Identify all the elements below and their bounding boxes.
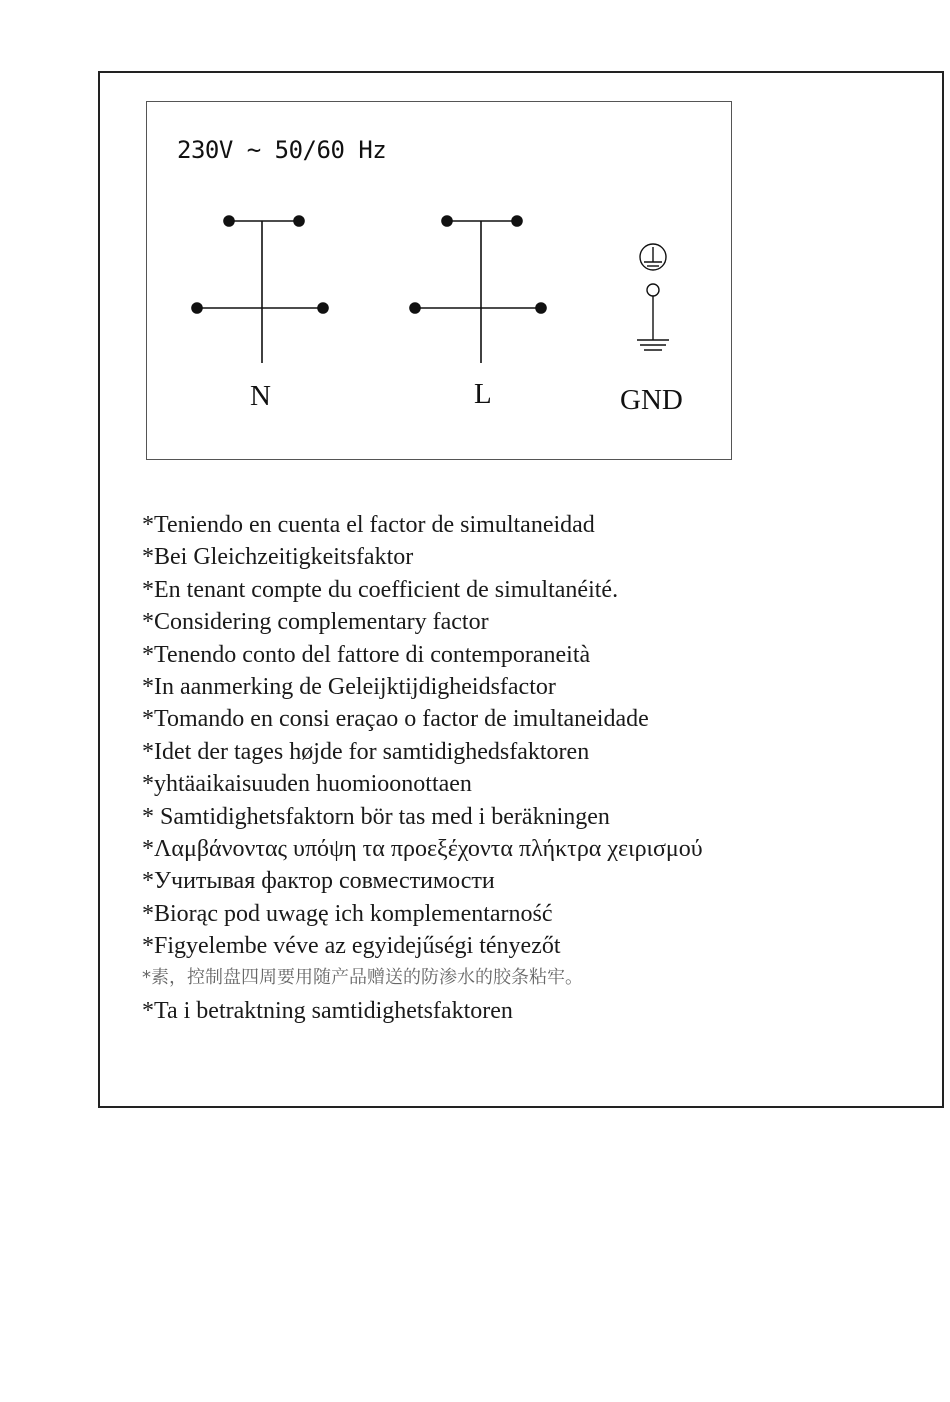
note-greek: *Λαμβάνοντας υπόψη τα προεξέχοντα πλήκτρα χειρισμού (142, 835, 703, 862)
ground-terminal-ring (647, 284, 659, 296)
note-russian: *Учитывая фактор совместимости (142, 868, 495, 895)
note-spanish: *Teniendo en cuenta el factor de simultaneidad (142, 512, 595, 538)
note-hungarian: *Figyelembe véve az egyidejűségi tényezőt (142, 933, 561, 960)
live-pin-top-right (512, 216, 522, 226)
live-terminal-symbol (410, 216, 546, 363)
live-pin-top-left (442, 216, 452, 226)
wiring-diagram (146, 101, 732, 460)
note-norwegian: *Ta i betraktning samtidighetsfaktoren (142, 997, 513, 1024)
note-portuguese: *Tomando en consi eraçao o factor de imultaneidade (142, 706, 649, 733)
note-italian: *Tenendo conto del fattore di contemporaneità (142, 641, 591, 668)
note-polish: *Biorąc pod uwagę ich komplementarność (142, 900, 553, 927)
voltage-rating: 230V ~ 50/60 Hz (177, 136, 387, 164)
neutral-pin-left (192, 303, 202, 313)
note-dutch: *In aanmerking de Geleijktijdigheidsfactor (142, 673, 556, 700)
live-label: L (474, 378, 492, 410)
note-swedish: * Samtidighetsfaktorn bör tas med i beräkningen (142, 803, 610, 830)
simultaneity-notes-list (142, 509, 703, 1027)
note-finnish: *yhtäaikaisuuden huomioonottaen (142, 771, 472, 798)
note-french: *En tenant compte du coefficient de simultanéité. (142, 576, 619, 603)
ground-label: GND (620, 384, 683, 416)
neutral-pin-top-left (224, 216, 234, 226)
live-pin-left (410, 303, 420, 313)
neutral-terminal-symbol (192, 216, 328, 363)
note-german: *Bei Gleichzeitigkeitsfaktor (142, 544, 414, 571)
neutral-pin-top-right (294, 216, 304, 226)
ground-icon (637, 244, 669, 350)
note-chinese: *素，控制盘四周要用随产品赠送的防渗水的胶条粘牢。 (142, 967, 583, 989)
note-danish: *Idet der tages højde for samtidighedsfaktoren (142, 738, 590, 765)
note-english: *Considering complementary factor (142, 609, 489, 636)
neutral-pin-right (318, 303, 328, 313)
live-pin-right (536, 303, 546, 313)
neutral-label: N (250, 380, 271, 412)
